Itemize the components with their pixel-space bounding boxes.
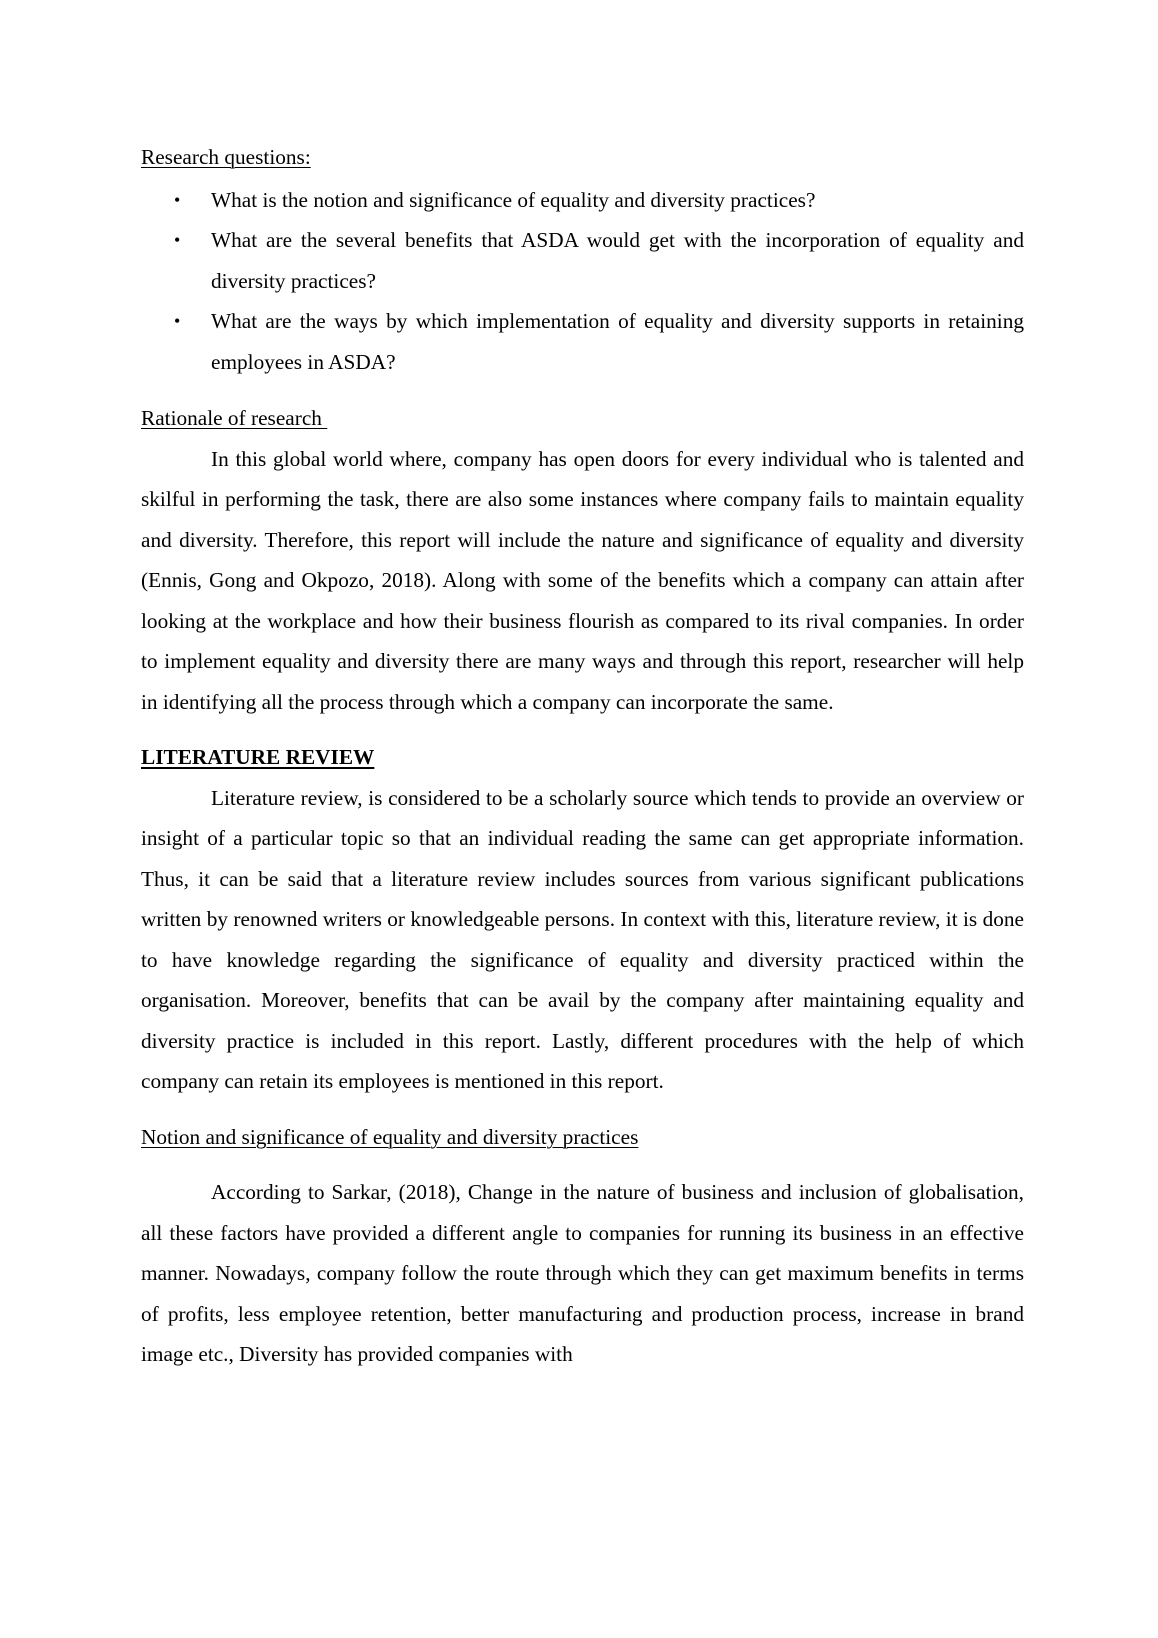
list-item xyxy=(141,180,1024,221)
bullet-icon: • xyxy=(174,230,181,250)
notion-section-paragraph: According to Sarkar, (2018), Change in the nature of business and inclusion of globalisation, all these factors have provided a different angle to companies for running its business in an effective manner. Nowadays, company follow the route through which they can get maximum benefits in terms of profits, less employee retention, better manufacturing and production process, increase in brand image etc., Diversity has provided companies with xyxy=(141,1180,1024,1366)
bullet-icon: • xyxy=(174,189,181,210)
list-item xyxy=(141,220,1024,301)
research-questions-list xyxy=(141,180,1024,383)
list-item xyxy=(141,301,1024,382)
rationale-paragraph: In this global world where, company has open doors for every individual who is talented and skilful in performing the task, there are also some instances where company fails to maintain equality and diversity. Therefore, this report will include the nature and significance of equality and diversity (Ennis, Gong and Okpozo, 2018). Along with some of the benefits which a company can attain after looking at the workplace and how their business flourish as compared to its rival companies. In order to implement equality and diversity there are many ways and through this report, researcher will help in identifying all the process through which a company can incorporate the same. xyxy=(141,446,1024,714)
rationale-heading: Rationale of research xyxy=(141,406,328,430)
notion-section-heading: Notion and significance of equality and diversity practices xyxy=(141,1124,639,1149)
question-text: What is the notion and significance of equality and diversity practices? xyxy=(211,187,816,212)
question-text: What are the several benefits that ASDA would get with the incorporation of equality and diversity practices? xyxy=(211,228,1024,293)
literature-review-paragraph: Literature review, is considered to be a scholarly source which tends to provide an overview or insight of a particular topic so that an individual reading the same can get appropriate information. Thus, it can be said that a literature review includes sources from various significant publications written by renowned writers or knowledgeable persons. In context with this, literature review, it is done to have knowledge regarding the significance of equality and diversity practiced within the organisation. Moreover, benefits that can be avail by the company after maintaining equality and diversity practice is included in this report. Lastly, different procedures with the help of which company can retain its employees is mentioned in this report. xyxy=(141,785,1024,1093)
literature-review-heading: LITERATURE REVIEW xyxy=(141,745,375,769)
document-page xyxy=(141,137,1024,1375)
question-text: What are the ways by which implementation of equality and diversity supports in retaining employees in ASDA? xyxy=(211,309,1024,374)
bullet-icon: • xyxy=(174,311,181,331)
research-questions-heading: Research questions: xyxy=(141,145,311,169)
